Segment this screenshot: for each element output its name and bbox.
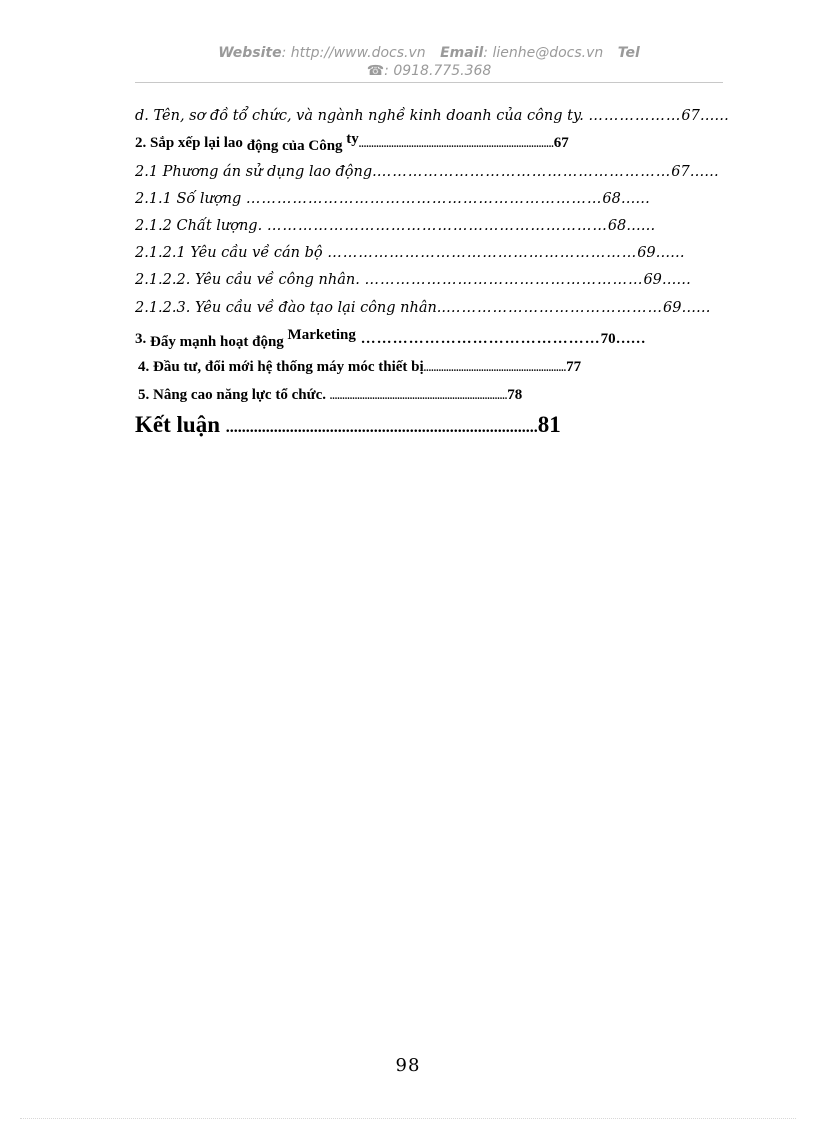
toc-entry-page: 69 <box>637 245 656 261</box>
toc-entry[interactable] <box>135 216 816 236</box>
toc-entry-page: 81 <box>537 412 561 437</box>
toc-entry[interactable] <box>135 243 816 263</box>
toc-entry-leader: ....................................................................... <box>329 391 508 402</box>
footer-divider <box>20 1118 796 1119</box>
toc-entry[interactable] <box>138 385 816 407</box>
toc-entry[interactable] <box>135 329 816 349</box>
toc-entry-trail: …… <box>620 191 650 207</box>
toc-entry-title-part: động của Công <box>246 138 347 154</box>
header-line-1 <box>135 44 723 62</box>
website-value: : http://www.docs.vn <box>281 45 426 61</box>
toc-entry-leader: .............................................................................. <box>358 139 554 150</box>
toc-entry-leader: ………………………………………………… <box>376 164 672 180</box>
toc-entry-title-part: Marketing <box>287 329 356 343</box>
toc-entry-leader: ......................................................... <box>423 363 567 374</box>
header-line-2 <box>135 62 723 80</box>
toc-entry-title: 2.1.1 Số lượng <box>135 191 246 207</box>
toc-entry-title: 5. Nâng cao năng lực tổ chức. <box>138 387 330 403</box>
toc-entry[interactable] <box>135 133 816 155</box>
toc-entry-trail: …… <box>681 300 711 316</box>
toc-entry-leader: …………………………………………………… <box>327 245 638 261</box>
page-number: 98 <box>395 1055 421 1076</box>
toc-entry-page: 69 <box>663 300 682 316</box>
tel-label: Tel <box>617 45 640 61</box>
email-value: : lienhe@docs.vn <box>483 45 604 61</box>
toc-entry-title-part: ty <box>346 133 359 147</box>
toc-entry-page: 78 <box>507 387 523 403</box>
toc-entry-title: 2.1.2 Chất lượng. <box>135 218 267 234</box>
email-label: Email <box>440 45 484 61</box>
toc-entry-page: 68 <box>602 191 621 207</box>
toc-entry-page: 68 <box>607 218 627 234</box>
page-header <box>135 44 723 83</box>
toc-entry-page: 67 <box>671 164 690 180</box>
toc-entry[interactable] <box>135 189 816 209</box>
toc-entry-page: 69 <box>643 272 662 288</box>
toc-entry-title: 2. Sắp xếp lại lao <box>135 135 247 151</box>
toc-entry-trail: …… <box>626 218 656 234</box>
toc-entry-leader: ……………………………………………… <box>364 272 644 288</box>
toc-entry-leader: …………………………………… <box>446 300 664 316</box>
toc-entry-trail: …… <box>699 108 729 124</box>
toc-entry-title: 3. <box>135 331 150 347</box>
toc-entry[interactable] <box>138 357 816 379</box>
toc-entry-leader: …………………………………………………………… <box>245 191 603 207</box>
toc-entry-page: 77 <box>566 359 582 375</box>
toc-entry-trail: …… <box>661 272 691 288</box>
toc-entry-leader: ……………………………………… <box>355 331 601 347</box>
toc-entry-title: Kết luận <box>135 412 226 437</box>
toc-entry-title: 2.1.2.2. Yêu cầu về công nhân. <box>135 272 365 288</box>
toc-entry-title: d. Tên, sơ đồ tổ chức, và ngành nghề kinh doanh của công ty. <box>135 108 589 124</box>
website-label: Website <box>218 45 282 61</box>
toc-entry-trail: …… <box>655 245 685 261</box>
toc-entry-title: 4. Đầu tư, đổi mới hệ thống máy móc thiết bị <box>138 359 424 375</box>
toc-entry-trail: …… <box>615 331 646 347</box>
toc-entry-page: 67 <box>681 108 700 124</box>
toc-entry[interactable] <box>135 270 816 290</box>
phone-value: : 0918.775.368 <box>384 63 492 79</box>
toc-entry-conclusion[interactable] <box>135 411 816 442</box>
toc-entry-title-part: Đẩy mạnh hoạt động <box>150 334 288 349</box>
toc-entry-page: 67 <box>553 135 569 151</box>
toc-entry-trail: …… <box>689 164 719 180</box>
toc-entry-title: 2.1.2.1 Yêu cầu về cán bộ <box>135 245 328 261</box>
toc-entry[interactable] <box>135 162 816 182</box>
toc-entry-title: 2.1 Phương án sử dụng lao động. <box>135 164 377 180</box>
toc-entry-leader: ……………… <box>588 108 682 124</box>
toc-entry[interactable] <box>135 106 816 126</box>
toc-entry-title: 2.1.2.3. Yêu cầu về đào tạo lại công nhân.. <box>135 300 447 316</box>
toc-entry-leader: ………………………………………………………… <box>266 218 608 234</box>
phone-icon: ☎ <box>366 63 385 79</box>
toc-entry[interactable] <box>135 298 816 318</box>
toc-entry-page: 70 <box>600 331 616 347</box>
toc-entry-leader: .............................................................................. <box>225 419 538 436</box>
